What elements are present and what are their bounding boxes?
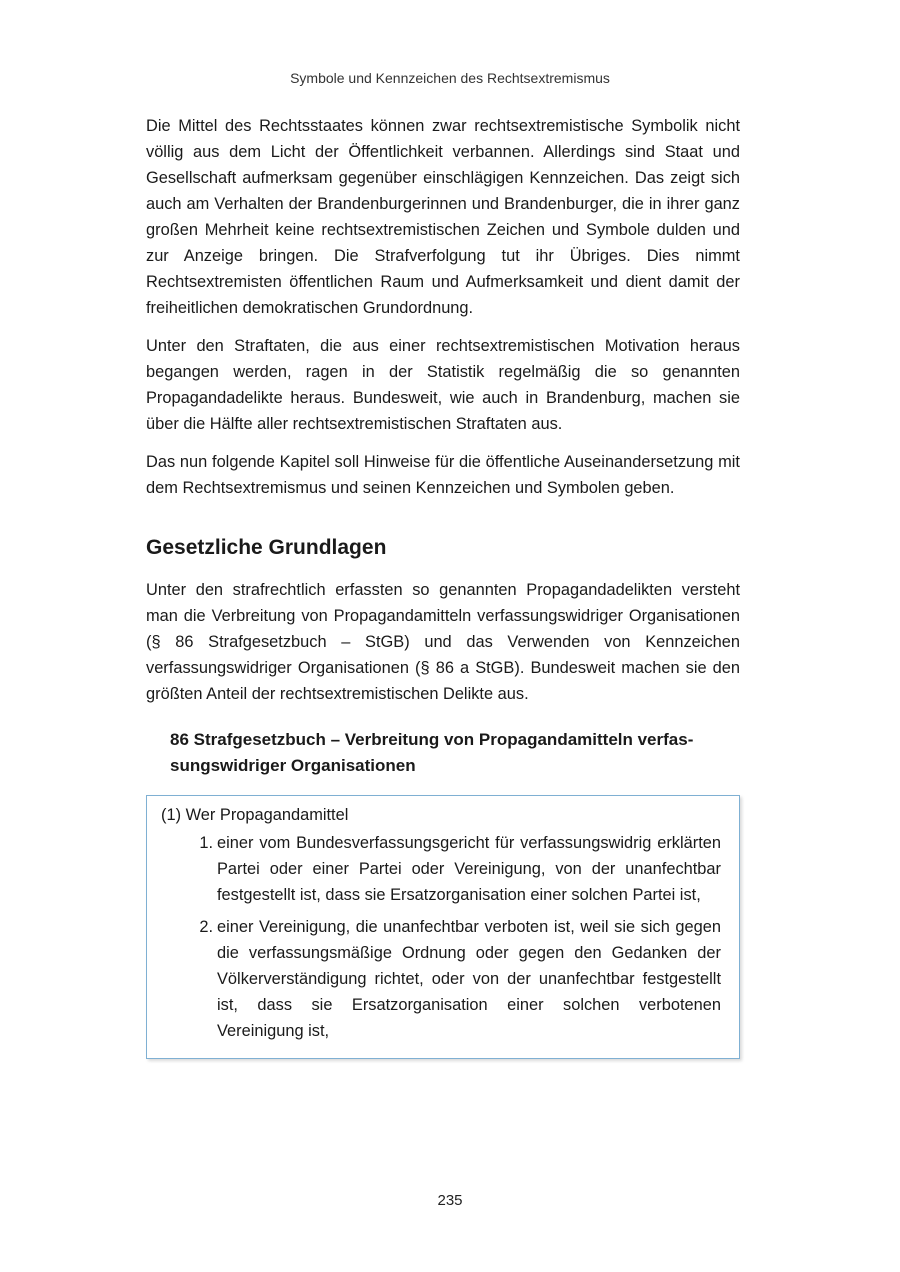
body-paragraph-3: Das nun folgende Kapitel soll Hinweise für die öffentliche Auseinandersetzung mit dem Rechtsextremismus und seinen Kennzeichen und Symbolen geben. xyxy=(146,453,740,497)
law-item-number: 1. xyxy=(199,834,213,852)
law-item xyxy=(161,914,721,1044)
section-heading: Gesetzliche Grundlagen xyxy=(146,536,387,559)
law-heading: 86 Strafgesetzbuch – Verbreitung von Propagandamitteln verfassungswidriger Organisationen xyxy=(170,730,694,775)
law-item-text: einer Vereinigung, die unanfechtbar verboten ist, weil sie sich gegen die verfassungsmäßige Ordnung oder gegen den Gedanken der Völkerverständigung richtet, oder von der unanfechtbar festgestellt ist, dass sie Ersatzorganisation einer solchen verbotenen Vereinigung ist, xyxy=(217,918,721,1040)
page-body xyxy=(146,113,740,1059)
law-intro: (1) Wer Propagandamittel xyxy=(161,806,349,824)
section-paragraph: Unter den strafrechtlich erfassten so genannten Propagandadelikten versteht man die Verbreitung von Propagandamitteln verfassungswidriger Organisationen (§ 86 Strafgesetzbuch – StGB) und das Verwenden von Kennzeichen verfassungswidriger Organisationen (§ 86 a StGB). Bundesweit machen sie den größten Anteil der rechtsextremistischen Delikte aus. xyxy=(146,581,740,703)
page-number: 235 xyxy=(437,1192,463,1209)
law-item xyxy=(161,830,721,908)
law-excerpt-box xyxy=(146,795,740,1059)
law-item-number: 2. xyxy=(199,918,213,936)
body-paragraph-2: Unter den Straftaten, die aus einer rechtsextremistischen Motivation heraus begangen werden, ragen in der Statistik regelmäßig die so genannten Propagandadelikte heraus. Bundesweit, wie auch in Brandenburg, machen sie über die Hälfte aller rechtsextremistischen Straftaten aus. xyxy=(146,337,740,433)
running-head: Symbole und Kennzeichen des Rechtsextremismus xyxy=(290,70,610,86)
body-paragraph-1: Die Mittel des Rechtsstaates können zwar rechtsextremistische Symbolik nicht völlig aus dem Licht der Öffentlichkeit verbannen. Allerdings sind Staat und Gesellschaft aufmerksam gegenüber einschlägigen Kennzeichen. Das zeigt sich auch am Verhalten der Brandenburgerinnen und Brandenburger, die in ihrer ganz großen Mehrheit keine rechtsextremistischen Zeichen und Symbole dulden und zur Anzeige bringen. Die Strafverfolgung tut ihr Übriges. Dies nimmt Rechtsextremisten öffentlichen Raum und Aufmerksamkeit und dient damit der freiheitlichen demokratischen Grundordnung. xyxy=(146,117,740,317)
law-item-text: einer vom Bundesverfassungsgericht für verfassungswidrig erklärten Partei oder einer Partei oder Vereinigung, von der unanfechtbar festgestellt ist, dass sie Ersatzorganisation einer solchen Partei ist, xyxy=(217,834,721,904)
